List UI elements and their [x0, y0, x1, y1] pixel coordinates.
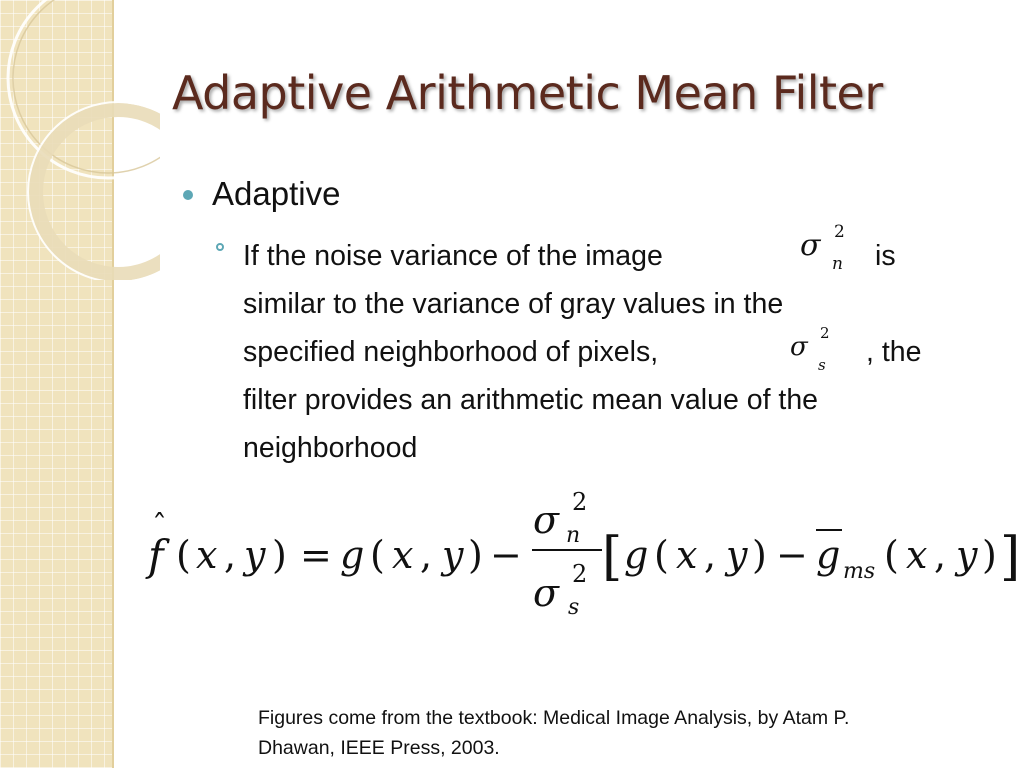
svg-text:(: ( [654, 533, 669, 577]
svg-text:y: y [726, 533, 748, 577]
svg-text:): ) [982, 533, 997, 577]
svg-text:): ) [272, 533, 287, 577]
svg-text:−: − [776, 533, 808, 577]
svg-text:): ) [752, 533, 767, 577]
source-footnote [258, 703, 978, 763]
sub-bullet-line-5: neighborhood [243, 432, 418, 464]
svg-text:y: y [956, 533, 978, 577]
footnote-line-2: Dhawan, IEEE Press, 2003. [258, 737, 500, 759]
sigma-s-superscript: 2 [820, 324, 830, 342]
svg-text:x: x [196, 533, 218, 577]
svg-text:y: y [442, 533, 464, 577]
svg-text:σ: σ [533, 571, 559, 615]
svg-text:(: ( [884, 533, 899, 577]
svg-text:,: , [934, 533, 947, 577]
svg-text:,: , [224, 533, 237, 577]
sub-bullet-line-4: filter provides an arithmetic mean value of the [243, 384, 819, 416]
svg-text:g: g [816, 533, 841, 577]
svg-text:n: n [566, 523, 581, 548]
sub-bullet-line-3: specified neighborhood of pixels, [243, 336, 659, 368]
svg-text:y: y [244, 533, 266, 577]
sub-bullet-circle-icon [216, 243, 224, 251]
sigma-n-squared [800, 222, 860, 278]
svg-text:2: 2 [572, 488, 588, 516]
svg-text:[: [ [602, 527, 623, 587]
svg-text:x: x [676, 533, 698, 577]
svg-text:s: s [568, 595, 580, 620]
svg-text:,: , [704, 533, 717, 577]
svg-text:−: − [490, 533, 522, 577]
svg-text:(: ( [176, 533, 191, 577]
svg-text:2: 2 [572, 560, 588, 588]
svg-text:(: ( [370, 533, 385, 577]
svg-text:]: ] [1000, 527, 1020, 587]
svg-text:ˆ: ˆ [152, 509, 167, 544]
svg-text:): ) [468, 533, 483, 577]
sigma-s-subscript: s [818, 356, 826, 374]
sigma-n-superscript: 2 [834, 222, 845, 242]
svg-text:g: g [340, 533, 365, 577]
slide-title: Adaptive Arithmetic Mean Filter [172, 66, 883, 120]
footnote-line-1: Figures come from the textbook: Medical Image Analysis, by Atam P. [258, 707, 850, 729]
decorative-circles [0, 0, 160, 280]
sub-bullet-line-2: similar to the variance of gray values in the [243, 288, 784, 320]
sub-bullet-line-1-end: is [875, 240, 896, 272]
sigma-s-squared [790, 326, 850, 382]
svg-text:x: x [906, 533, 928, 577]
svg-text:g: g [624, 533, 649, 577]
svg-text:f: f [148, 531, 164, 580]
sigma-n-symbol: σ [800, 228, 821, 263]
bullet-level-1: Adaptive [212, 175, 341, 212]
sub-bullet-line-1: If the noise variance of the image [243, 240, 663, 272]
svg-text:σ: σ [533, 498, 559, 542]
bullet-dot-icon [183, 190, 193, 200]
sub-bullet-line-3-end: , the [866, 336, 922, 368]
svg-text:x: x [392, 533, 414, 577]
adaptive-mean-formula [140, 478, 1020, 628]
sigma-n-subscript: n [832, 254, 843, 274]
svg-text:ms: ms [843, 559, 876, 584]
svg-text:=: = [300, 533, 332, 577]
sigma-s-symbol: σ [790, 332, 808, 362]
svg-text:,: , [420, 533, 433, 577]
